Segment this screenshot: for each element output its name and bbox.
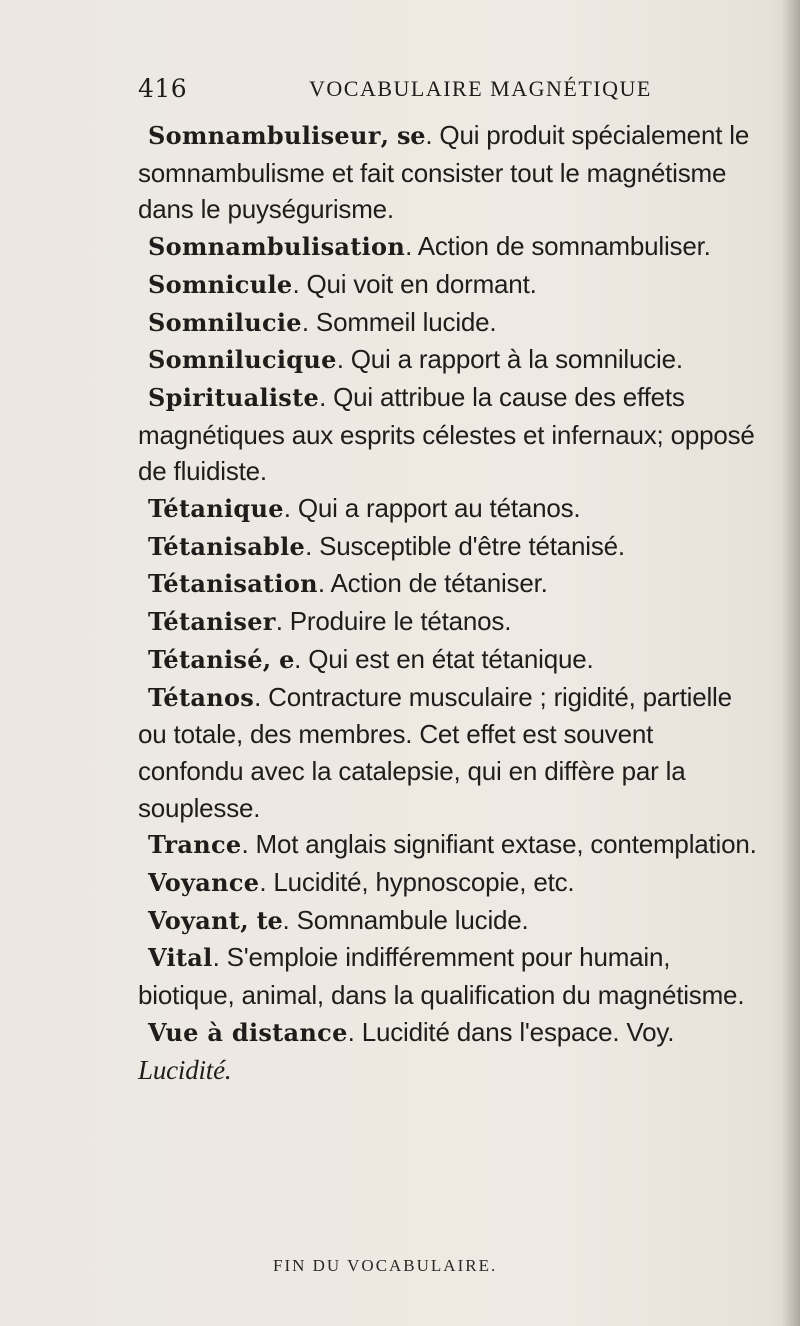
- entry-vue-a-distance: [138, 1014, 758, 1088]
- entry-headword: Somnambuliseur: [148, 121, 381, 150]
- entry-headword: Tétanisé: [148, 644, 263, 674]
- entry-headword: Somnambulisation: [148, 232, 406, 262]
- entry-definition: . Qui est en état tétanique.: [294, 643, 594, 674]
- entry-headword: Trance: [148, 830, 242, 860]
- entry-definition: . Susceptible d'être tétanisé.: [305, 530, 625, 561]
- page-header: [138, 74, 750, 108]
- end-colophon: FIN DU VOCABULAIRE.: [273, 1256, 498, 1275]
- entry-tetanos: [138, 679, 758, 827]
- entry-tetanique: [138, 490, 758, 528]
- vocabulary-entries: [138, 117, 758, 1088]
- entry-headword: Vue à distance: [148, 1017, 348, 1047]
- entry-headword: Somnilucique: [148, 345, 337, 375]
- entry-definition: . Qui attribue la cause des effets magnétiques aux esprits célestes et infernaux; opposé de fluidiste.: [138, 381, 755, 487]
- entry-definition: . Qui voit en dormant.: [292, 268, 537, 299]
- entry-tetanisation: [138, 565, 758, 603]
- entry-headword: Tétanos: [148, 682, 255, 712]
- entry-definition: . Qui a rapport au tétanos.: [283, 493, 581, 524]
- entry-definition: . S'emploie indifféremment pour humain, biotique, animal, dans la qualification du magnétisme.: [138, 942, 745, 1011]
- entry-definition: . Produire le tétanos.: [275, 606, 512, 637]
- entry-definition: . Qui produit spécialement le somnambulisme et fait consister tout le magnétisme dans le puységurisme.: [138, 120, 750, 225]
- entry-headword: Spiritualiste: [148, 382, 320, 412]
- entry-somnicule: [138, 266, 758, 304]
- entry-voyant: [138, 902, 758, 940]
- entry-headword: Voyant: [148, 905, 241, 935]
- entry-definition: . Action de tétaniser.: [317, 568, 548, 599]
- entry-tetaniser: [138, 603, 758, 641]
- entry-grammar: , e: [262, 644, 295, 674]
- entry-headword: Tétanisable: [148, 531, 306, 561]
- entry-definition: . Somnambule lucide.: [282, 904, 529, 935]
- entry-headword: Tétanique: [148, 494, 284, 524]
- running-title: VOCABULAIRE MAGNÉTIQUE: [309, 76, 652, 101]
- entry-headword: Vital: [148, 943, 213, 973]
- entry-definition: . Lucidité, hypnoscopie, etc.: [259, 867, 575, 898]
- entry-spiritualiste: [138, 379, 758, 490]
- entry-definition: . Lucidité dans l'espace. Voy.: [347, 1016, 675, 1047]
- entry-somnambuliseur: [138, 117, 758, 228]
- entry-definition: . Mot anglais signifiant extase, contemplation.: [241, 829, 757, 860]
- entry-headword: Somnicule: [148, 269, 293, 299]
- entry-somnilucique: [138, 341, 758, 379]
- entry-headword: Tétaniser: [148, 607, 276, 637]
- page-edge-shadow: [782, 0, 800, 1326]
- entry-definition: . Action de somnambuliser.: [405, 231, 711, 262]
- entry-headword: Somnilucie: [148, 307, 302, 337]
- entry-headword: Voyance: [148, 868, 260, 898]
- entry-trance: [138, 826, 758, 864]
- entry-somnambulisation: [138, 228, 758, 266]
- entry-tetanisable: [138, 528, 758, 566]
- entry-definition: . Qui a rapport à la somnilucie.: [336, 344, 683, 375]
- entry-cross-reference: Lucidité.: [138, 1054, 232, 1085]
- entry-vital: [138, 939, 758, 1013]
- entry-tetanise: [138, 641, 758, 679]
- entry-grammar: , te: [240, 905, 283, 935]
- entry-grammar: , se: [380, 121, 426, 150]
- page-number: 416: [138, 74, 188, 103]
- entry-definition: . Contracture musculaire ; rigidité, partielle ou totale, des membres. Cet effet est souvent confondu avec la catalepsie, qui en diffère par la souplesse.: [138, 681, 732, 823]
- entry-somnilucie: [138, 304, 758, 342]
- entry-headword: Tétanisation: [148, 569, 318, 599]
- entry-voyance: [138, 864, 758, 902]
- entry-definition: . Sommeil lucide.: [301, 306, 497, 337]
